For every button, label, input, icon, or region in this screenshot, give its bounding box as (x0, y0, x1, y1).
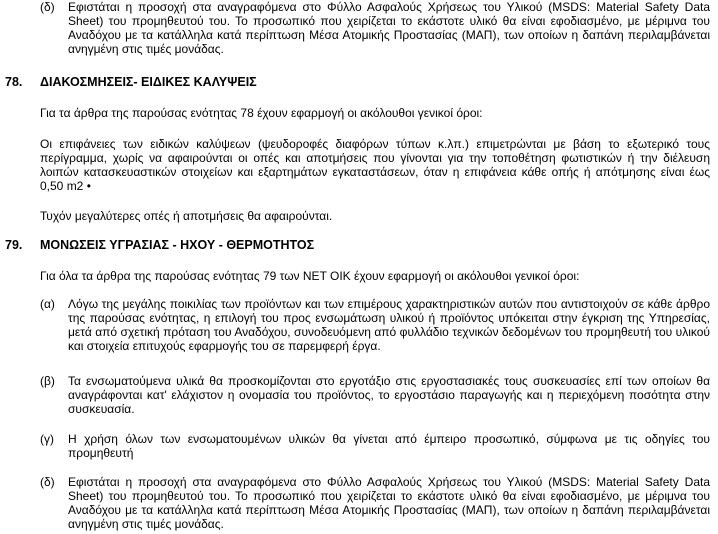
item-text: Εφιστάται η προσοχή στα αναγραφόμενα στο Φύλλο Ασφαλούς Χρήσεως του Υλικού (MSDS: Material Safety Data Sheet) του προμηθευτού του. Το προσωπικό που χειρίζεται το εκάστοτε υλικό θα είναι εφοδιασμένο, με μέριμνα του Αναδόχου με τα κατάλληλα κατά περίπτωση Μέσα Ατομικής Προστασίας (ΜΑΠ), των οποίων η δαπάνη περιλαμβάνεται ανηγμένη στις τιμές μονάδας. (68, 0, 710, 56)
item-text: Λόγω της μεγάλης ποικιλίας των προϊόντων και των επιμέρους χαρακτηριστικών αυτών που αντιστοιχούν σε κάθε άρθρο της παρούσας ενότητας, η επιλογή του προς ενσωμάτωση υλικού ή προϊόντος υπόκειται στην έγκριση της Υπηρεσίας, μετά από σχετική πρόταση του Αναδόχου, συνοδευόμενη από φυλλάδιο τεχνικών δεδομένων του προμηθευτή του υλικού και στοιχεία επιτυχούς εφαρμογής του σε παρεμφερή έργα. (68, 297, 710, 353)
section-number: 78. (5, 75, 23, 89)
item-text: Η χρήση όλων των ενσωματουμένων υλικών θα γίνεται από έμπειρο προσωπικό, σύμφωνα με τις οδηγίες του προμηθευτή (68, 432, 710, 460)
item-text: Εφιστάται η προσοχή στα αναγραφόμενα στο Φύλλο Ασφαλούς Χρήσεως του Υλικού (MSDS: Material Safety Data Sheet) του προμηθευτού του. Το προσωπικό που χειρίζεται το εκάστοτε υλικό θα είναι εφοδιασμένο, με μέριμνα του Αναδόχου με τα κατάλληλα κατά περίπτωση Μέσα Ατομικής Προστασίας (ΜΑΠ), των οποίων η δαπάνη περιλαμβάνεται ανηγμένη στις τιμές μονάδας. (68, 475, 710, 531)
item-label: (δ) (40, 475, 55, 489)
section-79-intro: Για όλα τα άρθρα της παρούσας ενότητας 79 των ΝΕΤ ΟΙΚ έχουν εφαρμογή οι ακόλουθοι γενικοί όροι: (40, 269, 580, 283)
section-title: ΔΙΑΚΟΣΜΗΣΕΙΣ- ΕΙΔΙΚΕΣ ΚΑΛΥΨΕΙΣ (40, 75, 257, 89)
item-label: (β) (40, 374, 55, 388)
item-text: Τα ενσωματούμενα υλικά θα προσκομίζονται στο εργοτάξιο στις εργοστασιακές τους συσκευασίες επί των οποίων θα αναγράφονται κατ' ελάχιστον η ονομασία του προϊόντος, το εργοστάσιο παραγωγής και η περιεχόμενη ποσότητα στην συσκευασία. (68, 374, 710, 416)
section-78-heading (5, 75, 257, 89)
section-78-paragraph-2: Τυχόν μεγαλύτερες οπές ή αποτμήσεις θα αφαιρούνται. (40, 209, 333, 223)
item-label: (δ) (40, 0, 55, 14)
item-label: (α) (40, 297, 55, 311)
section-title: ΜΟΝΩΣΕΙΣ ΥΓΡΑΣΙΑΣ - ΗΧΟΥ - ΘΕΡΜΟΤΗΤΟΣ (40, 238, 315, 252)
section-78-intro: Για τα άρθρα της παρούσας ενότητας 78 έχουν εφαρμογή οι ακόλουθοι γενικοί όροι: (40, 106, 483, 120)
section-79-heading (5, 238, 314, 252)
section-78-paragraph-1: Οι επιφάνειες των ειδικών καλύψεων (ψευδοροφές διαφόρων τύπων κ.λπ.) επιμετρώνται με βάση το εξωτερικό τους περίγραμμα, χωρίς να αφαιρούνται οι οπές και αποτμήσεις που γίνονται για την τοποθέτηση φωτιστικών ή την διέλευση λοιπών κατασκευαστικών στοιχείων και εξαρτημάτων εγκαταστάσεων, όταν η επιφάνεια κάθε οπής ή απότμησης είναι έως 0,50 m2 • (40, 137, 710, 193)
item-label: (γ) (40, 432, 54, 446)
section-number: 79. (5, 238, 23, 252)
